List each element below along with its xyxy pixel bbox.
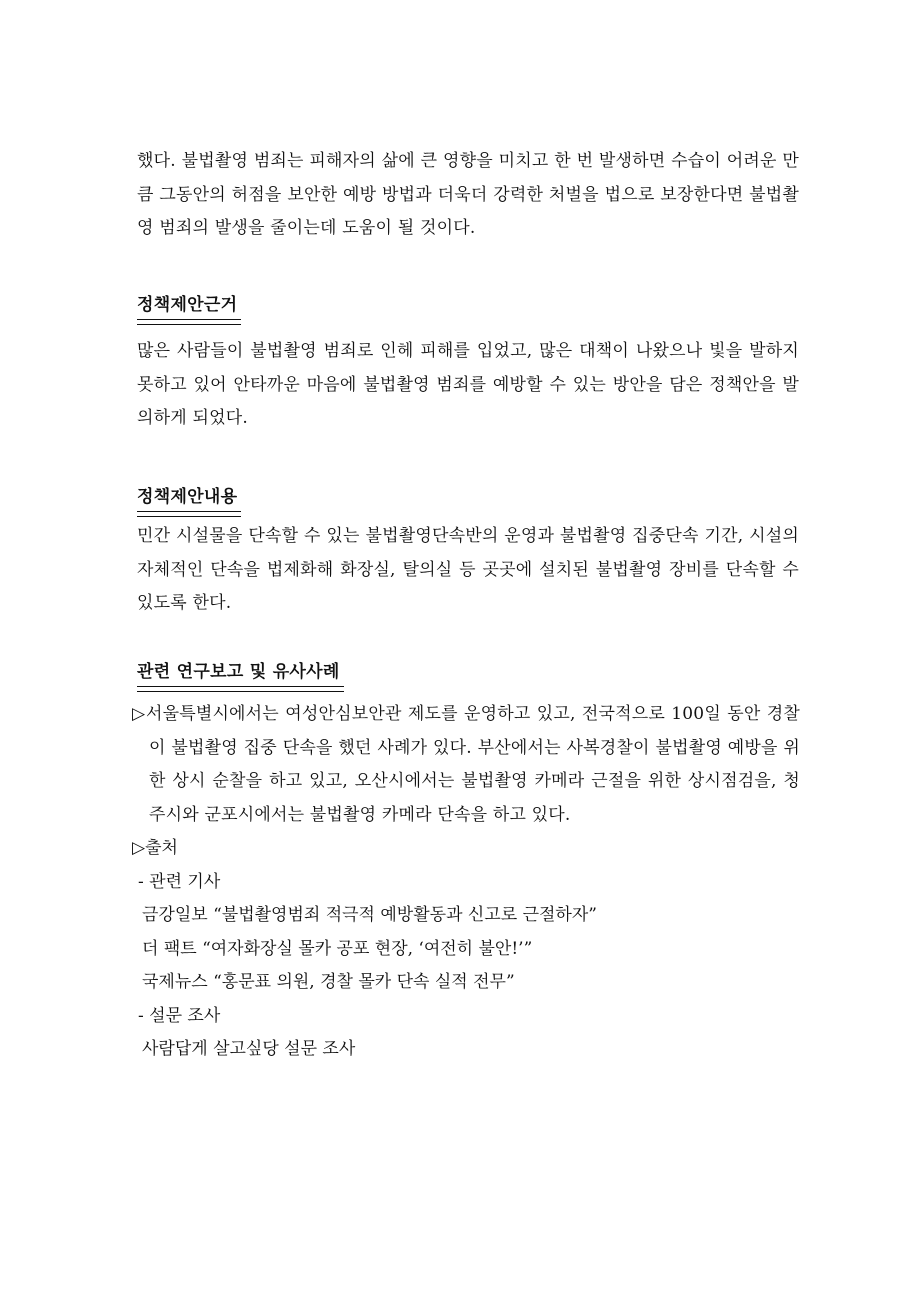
survey-item: 사람답게 살고싶당 설문 조사 bbox=[142, 1039, 356, 1059]
content-paragraph: 민간 시설물을 단속할 수 있는 불법촬영단속반의 운영과 불법촬영 집중단속 기간, 시설의 자체적인 단속을 법제화해 화장실, 탈의실 등 곳곳에 설치된 불법촬영 장비를 단속할 수 있도록 한다. bbox=[137, 526, 799, 613]
section-heading-related-text: 관련 연구보고 및 유사사례 bbox=[137, 662, 340, 682]
case-bullet-paragraph: ▷서울특별시에서는 여성안심보안관 제도를 운영하고 있고, 전국적으로 100일 동안 경찰이 불법촬영 집중 단속을 했던 사례가 있다. 부산에서는 사복경찰이 불법촬영 예방을 위한 상시 순찰을 하고 있고, 오산시에서는 불법촬영 카메라 근절을 위한 상시점검을, 청주시와 군포시에서는 불법촬영 카메라 단속을 하고 있다. bbox=[132, 704, 800, 825]
article-item: 국제뉴스 “홍문표 의원, 경찰 몰카 단속 실적 전무” bbox=[142, 972, 515, 992]
section-heading-basis-text: 정책제안근거 bbox=[137, 295, 238, 315]
section-heading-related bbox=[137, 657, 340, 685]
section-heading-content-text: 정책제안내용 bbox=[137, 487, 238, 507]
intro-paragraph: 했다. 불법촬영 범죄는 피해자의 삶에 큰 영향을 미치고 한 번 발생하면 수습이 어려운 만큼 그동안의 허점을 보안한 예방 방법과 더욱더 강력한 처벌을 법으로 보장한다면 불법촬영 범죄의 발생을 줄이는데 도움이 될 것이다. bbox=[137, 151, 799, 238]
heading-double-underline bbox=[137, 686, 344, 692]
heading-double-underline bbox=[137, 319, 241, 325]
section-heading-content bbox=[137, 482, 237, 510]
survey-label: - 설문 조사 bbox=[138, 1005, 221, 1026]
section-heading-basis bbox=[137, 290, 237, 318]
article-item: 더 팩트 “여자화장실 몰카 공포 현장, ‘여전히 불안!’” bbox=[142, 938, 533, 959]
source-label: ▷출처 bbox=[132, 838, 178, 858]
article-item: 금강일보 “불법촬영범죄 적극적 예방활동과 신고로 근절하자” bbox=[142, 905, 597, 925]
basis-paragraph: 많은 사람들이 불법촬영 범죄로 인헤 피해를 입었고, 많은 대책이 나왔으나 빛을 발하지 못하고 있어 안타까운 마음에 불법촬영 범죄를 예방할 수 있는 방안을 담은 정책안을 발의하게 되었다. bbox=[137, 341, 799, 428]
heading-double-underline bbox=[137, 511, 241, 517]
articles-label: - 관련 기사 bbox=[138, 871, 221, 892]
related-cases-block bbox=[132, 698, 800, 1067]
